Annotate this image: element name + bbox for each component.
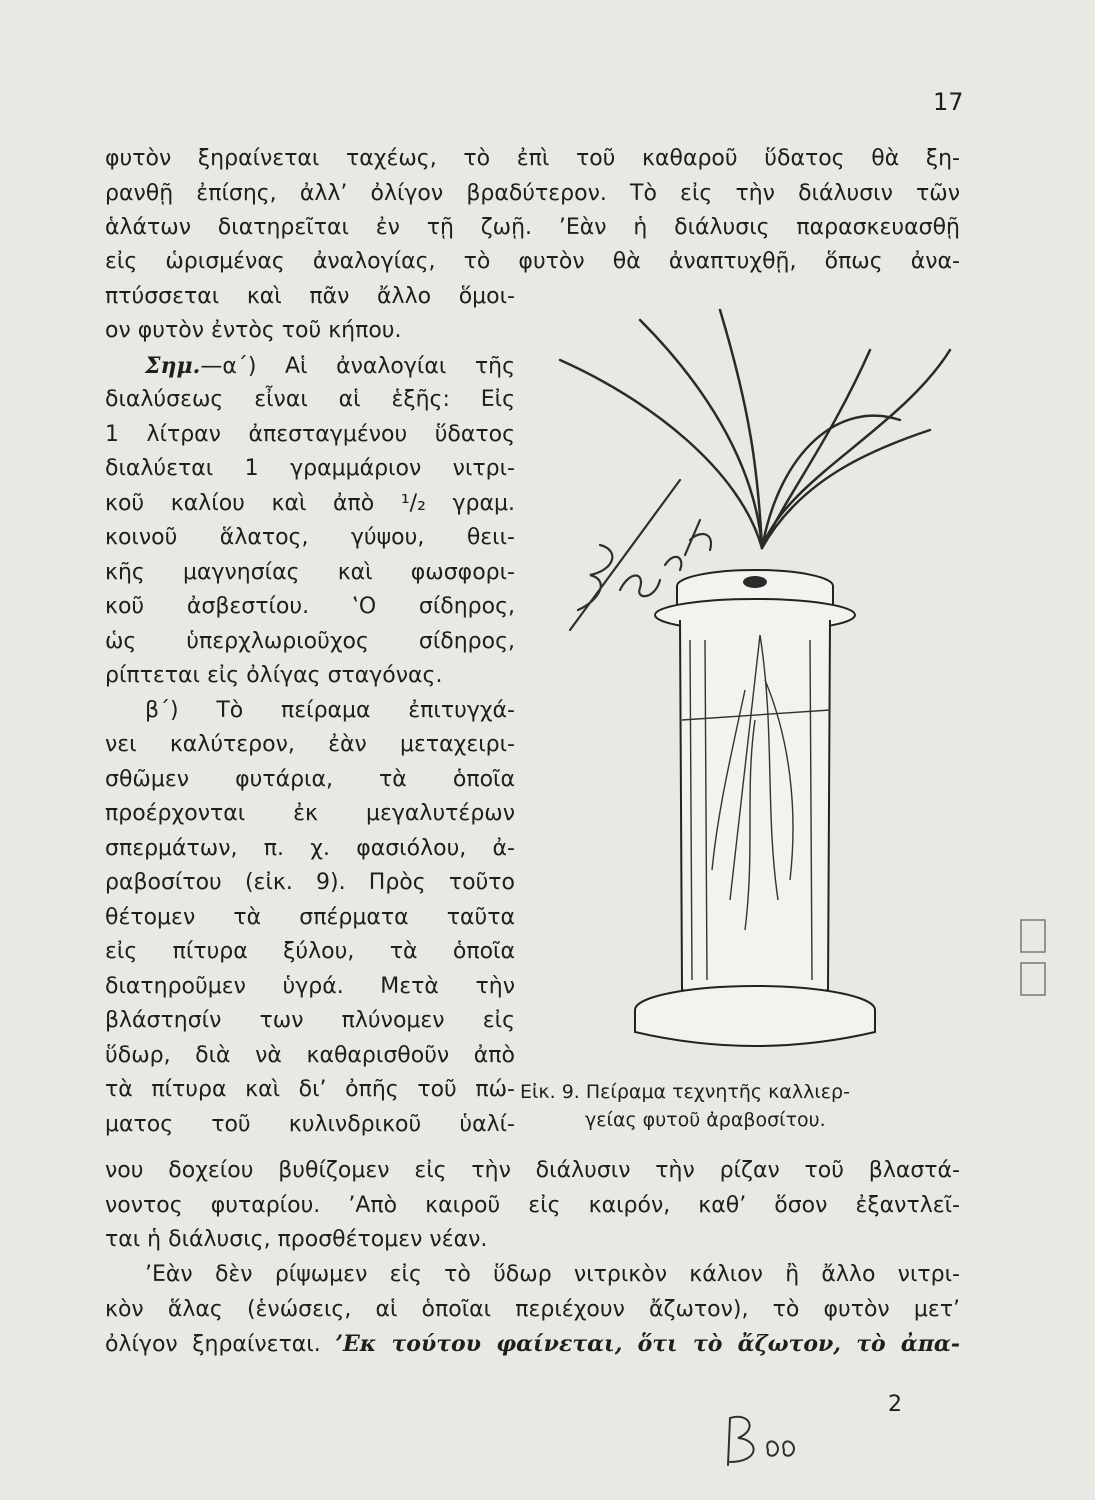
figure-caption-line: Εἰκ. 9. Πείραμα τεχνητῆς καλλιερ- (520, 1081, 850, 1103)
text-line: ρίπτεται εἰς ὀλίγας σταγόνας. (105, 663, 443, 688)
text-line: β΄) Τὸ πείραμα ἐπιτυγχά- (145, 698, 515, 723)
text-line: εἰς ὡρισμένας ἀναλογίας, τὸ φυτὸν θὰ ἀναπτυχθῇ, ὅπως ἀνα- (105, 249, 960, 274)
text-line: τὰ πίτυρα καὶ δι’ ὀπῆς τοῦ πώ- (105, 1077, 515, 1102)
text-line: θέτομεν τὰ σπέρματα ταῦτα (105, 905, 515, 930)
text-line: σθῶμεν φυτάρια, τὰ ὁποῖα (105, 767, 515, 792)
text-line: κὸν ἅλας (ἑνώσεις, αἱ ὁποῖαι περιέχουν ἄζωτον), τὸ φυτὸν μετ’ (105, 1297, 960, 1322)
page-number: 17 (933, 88, 964, 116)
emphasis-text: ’Εκ τούτου φαίνεται, ὅτι τὸ ἄζωτον, τὸ ἀπα- (335, 1331, 960, 1357)
note-line (105, 352, 515, 381)
text-line: κοινοῦ ἅλατος, γύψου, θειι- (105, 525, 515, 550)
text-line: προέρχονται ἐκ μεγαλυτέρων (105, 801, 515, 826)
text-line: κοῦ ἀσβεστίου. ‛Ο σίδηρος, (105, 594, 515, 619)
text-line: νει καλύτερον, ἐὰν μεταχειρι- (105, 732, 515, 757)
text-line: κοῦ καλίου καὶ ἀπὸ ¹/₂ γραμ. (105, 491, 515, 516)
text-line: νου δοχείου βυθίζομεν εἰς τὴν διάλυσιν τὴν ρίζαν τοῦ βλαστά- (105, 1158, 960, 1183)
text-line: πτύσσεται καὶ πᾶν ἄλλο ὅμοι- (105, 284, 515, 309)
text-line: ματος τοῦ κυλινδρικοῦ ὑαλί- (105, 1112, 515, 1137)
text-line: νοντος φυταρίου. ’Απὸ καιροῦ εἰς καιρόν, καθ’ ὅσον ἐξαντλεῖ- (105, 1193, 960, 1218)
figure-caption-line: γείας φυτοῦ ἀραβοσίτου. (585, 1109, 826, 1131)
sheet-number: 2 (888, 1392, 902, 1417)
text-line: διαλύεται 1 γραμμάριον νιτρι- (105, 456, 515, 481)
text-line: κῆς μαγνησίας καὶ φωσφορι- (105, 560, 515, 585)
note-label: Σημ. (145, 353, 201, 379)
handwritten-initials (720, 1410, 800, 1470)
handwritten-word (560, 460, 730, 640)
text-line (105, 1330, 960, 1359)
text-line: ον φυτὸν ἐντὸς τοῦ κήπου. (105, 318, 402, 343)
text-line: ραβοσίτου (εἰκ. 9). Πρὸς τοῦτο (105, 870, 515, 895)
text-line: ται ἡ διάλυσις, προσθέτομεν νέαν. (105, 1227, 488, 1252)
text-line: βλάστησίν των πλύνομεν εἰς (105, 1008, 515, 1033)
text-line: διατηροῦμεν ὑγρά. Μετὰ τὴν (105, 974, 515, 999)
text-line-start: ὀλίγον ξηραίνεται. (105, 1332, 336, 1357)
text-line: ὡς ὑπερχλωριοῦχος σίδηρος, (105, 629, 515, 654)
text-line: φυτὸν ξηραίνεται ταχέως, τὸ ἐπὶ τοῦ καθαροῦ ὕδατος θὰ ξη- (105, 146, 960, 171)
plant-jar-illustration (540, 290, 960, 1070)
text-line: σπερμάτων, π. χ. φασιόλου, ἀ- (105, 836, 515, 861)
text-line: ρανθῇ ἐπίσης, ἀλλ’ ὀλίγον βραδύτερον. Τὸ εἰς τὴν διάλυσιν τῶν (105, 181, 960, 206)
note-text: —α΄) Αἱ ἀναλογίαι τῆς (200, 354, 515, 379)
text-line: εἰς πίτυρα ξύλου, τὰ ὁποῖα (105, 939, 515, 964)
text-line: ὕδωρ, διὰ νὰ καθαρισθοῦν ἀπὸ (105, 1043, 515, 1068)
text-line: διαλύσεως εἶναι αἱ ἑξῆς: Εἰς (105, 387, 515, 412)
text-line: ’Εὰν δὲν ρίψωμεν εἰς τὸ ὕδωρ νιτρικὸν κάλιον ἢ ἄλλο νιτρι- (145, 1262, 960, 1287)
stamp-mark (1018, 915, 1050, 1005)
text-line: ἁλάτων διατηρεῖται ἐν τῇ ζωῇ. ’Εὰν ἡ διάλυσις παρασκευασθῇ (105, 215, 960, 240)
text-line: 1 λίτραν ἀπεσταγμένου ὕδατος (105, 422, 515, 447)
